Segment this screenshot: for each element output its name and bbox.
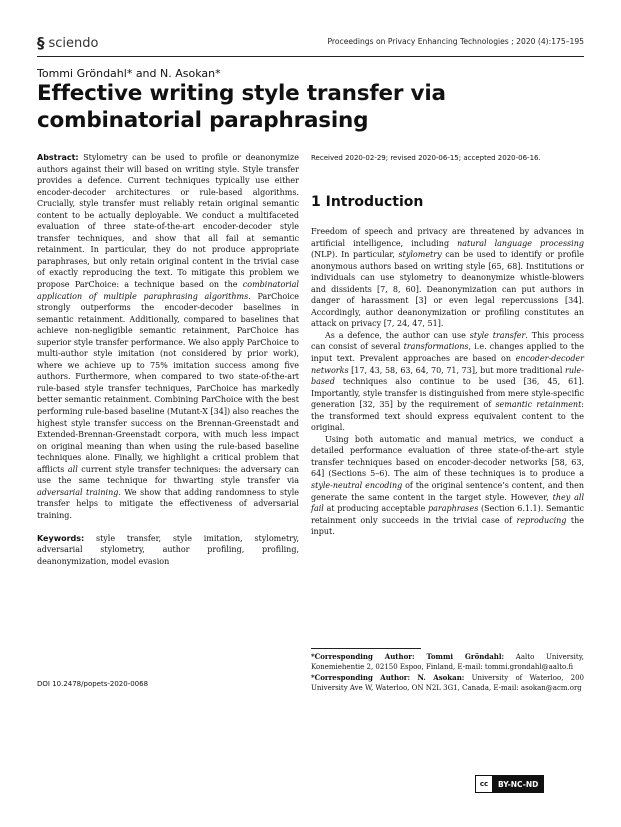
journal-citation: Proceedings on Privacy Enhancing Technologies ; 2020 (4):175–195 — [327, 37, 584, 46]
intro-paragraph: Freedom of speech and privacy are threatened by advances in artificial intelligence, including natural language processing (NLP). In particular, stylometry can be used to identify or profile anonymous authors based on writing style [65, 68]. Institutions or individuals can use stylometry to deanonymize whistle-blowers and dissidents [7, 8, 60]. Deanonymization can put authors in danger of harassment [3] or even legal repercussions [34]. Accordingly, author deanonymization or profiling constitutes an attack on privacy [7, 24, 47, 51]. — [311, 227, 585, 329]
section-heading: 1 Introduction — [311, 194, 424, 210]
received-dates: Received 2020-02-29; revised 2020-06-15; accepted 2020-06-16. — [311, 154, 541, 162]
publisher-logo — [37, 34, 98, 52]
intro-paragraph: Using both automatic and manual metrics, we conduct a detailed performance evaluation of three state-of-the-art style transfer techniques based on encoder-decoder networks [58, 63, 64] (Sections 5–6). The aim of these techniques is to produce a style-neutral encoding of the original sentence’s content, and then generate the same content in the target style. However, they all fail at producing acceptable paraphrases (Section 6.1.1). Semantic retainment only succeeds in the trivial case of reproducing the input. — [311, 434, 584, 537]
keywords-label: Keywords: — [37, 533, 85, 543]
footnote-author-2: *Corresponding Author: N. Asokan: University of Waterloo, 200 University Ave W, Waterloo, ON N2L 3G1, Canada, E-mail: asokan@acm.org — [311, 673, 584, 692]
sciendo-logo-icon: § — [37, 34, 45, 52]
paper-title: Effective writing style transfer via combinatorial paraphrasing — [37, 81, 446, 133]
abstract-label: Abstract: — [37, 153, 79, 162]
footnote-rule — [311, 648, 421, 649]
license-label: BY-NC-ND — [498, 779, 539, 789]
cc-icon: cc — [476, 776, 493, 792]
logo-text: sciendo — [48, 35, 99, 51]
keywords: Keywords: style transfer, style imitation, stylometry, adversarial stylometry, author profiling, profiling, deanonymization, model evasion — [37, 533, 299, 566]
abstract: Abstract: Stylometry can be used to profile or deanonymize authors against their will based on writing style. Style transfer provides a defence. Current techniques typically use either encoder-decoder architectures or rule-based algorithms. Crucially, style transfer must reliably retain original semantic content to be actually deployable. We conduct a multifaceted evaluation of three state-of-the-art encoder-decoder style transfer techniques, and show that all fail at semantic retainment. In particular, they do not produce appropriate paraphrases, but only retain original content in the trivial case of exactly reproducing the text. To mitigate this problem we propose ParChoice: a technique based on the combinatorial application of multiple paraphrasing algorithms. ParChoice strongly outperforms the encoder-decoder baselines in semantic retainment. Additionally, compared to baselines that achieve non-negligible semantic retainment, ParChoice has superior style transfer performance. We also apply ParChoice to multi-author style imitation (not considered by prior work), where we achieve up to 75% imitation success among five authors. Furthermore, when compared to two state-of-the-art rule-based style transfer techniques, ParChoice has markedly better semantic retainment. Combining ParChoice with the best performing rule-based baseline (Mutant-X [34]) also reaches the highest style transfer success on the Brennan-Greenstadt and Extended-Brennan-Greenstadt corpora, with much less impact on original meaning than when using the rule-based baseline techniques alone. Finally, we highlight a critical problem that afflicts all current style transfer techniques: the adversary can use the same technique for thwarting style transfer via adversarial training. We show that adding randomness to style transfer helps to mitigate the effectiveness of adversarial training. — [37, 153, 299, 520]
author-line: Tommi Gröndahl* and N. Asokan* — [37, 67, 221, 80]
intro-paragraph: As a defence, the author can use style transfer. This process can consist of several transformations, i.e. changes applied to the input text. Prevalent approaches are based on encoder-decoder networks [17, 43, 58, 63, 64, 70, 71, 73], but more traditional rule-based techniques also continue to be used [36, 45, 61]. Importantly, style transfer is distinguished from mere style-specific generation [32, 35] by the requirement of semantic retainment: the transformed text should express equivalent content to the original. — [311, 330, 585, 433]
footnotes — [311, 652, 584, 694]
footnote-author-1: *Corresponding Author: Tommi Gröndahl: Aalto University, Konemiehentie 2, 02150 Espoo, Finland, E-mail: tommi.grondahl@aalto.fi — [311, 652, 584, 671]
license-badge[interactable] — [475, 775, 544, 793]
header-rule — [37, 56, 584, 57]
abstract-column — [37, 152, 299, 567]
doi[interactable]: DOI 10.2478/popets-2020-0068 — [37, 680, 149, 688]
page-header — [37, 34, 584, 56]
introduction-body — [311, 226, 584, 538]
